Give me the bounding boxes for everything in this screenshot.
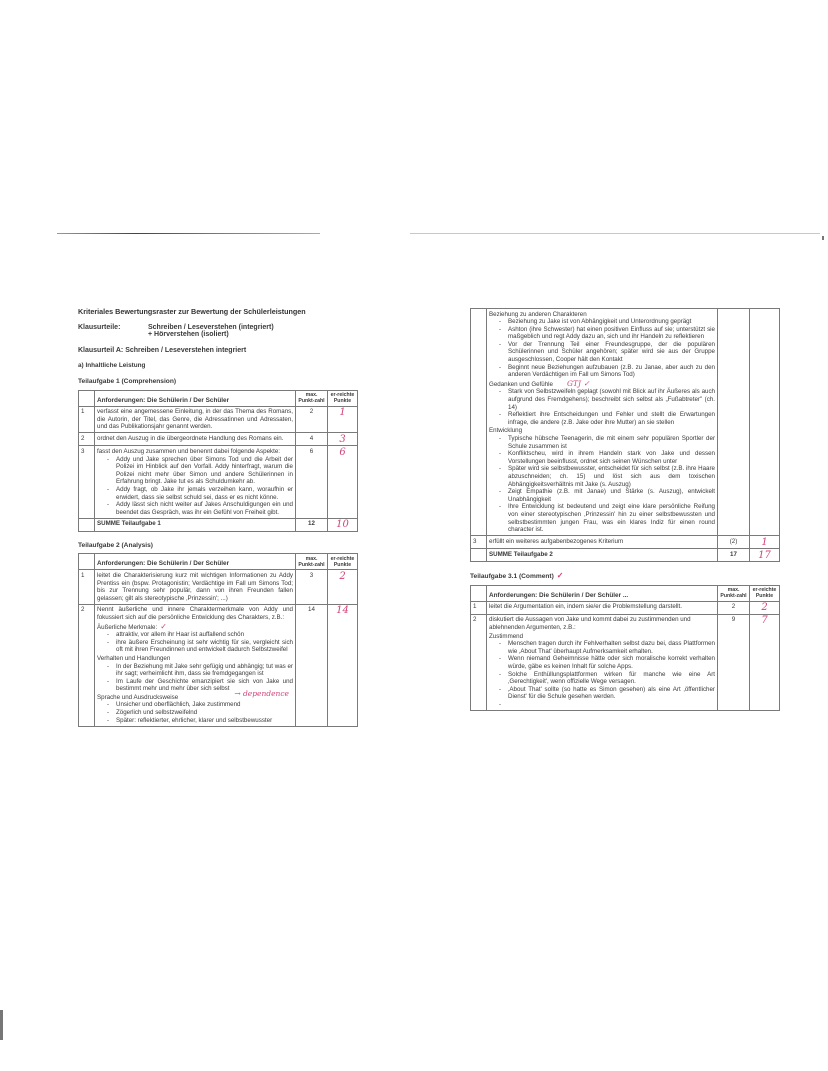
list-item: - Ashton (ihre Schwester) hat einen positiven Einfluss auf sie; unterstützt sie maßgeblich und regt Addy dazu an, sich und ihr Handeln zu reflektieren	[499, 326, 715, 341]
sum-max-points: 17	[718, 549, 750, 562]
table-row	[471, 309, 780, 536]
handwritten-margin-note: → dependence	[234, 689, 289, 699]
list-item: - Addy und Jake sprechen über Simons Tod und die Arbeit der Polizei im Hinblick auf den Vorfall. Addy hinterfragt, warum die Polizei nicht mehr über Simon und andere Schülerinnen in Erfahrung bringt. Jake tut es als Schuldumkehr ab.	[107, 456, 293, 486]
header-requirements: Anforderungen: Die Schülerin / Der Schüler	[95, 390, 296, 406]
part-a-heading: Klausurteil A: Schreiben / Leseverstehen integriert	[78, 346, 247, 354]
requirement-text: diskutiert die Aussagen von Jake und kommt dabei zu zustimmenden und ablehnenden Argumenten, z.B.:	[489, 616, 691, 631]
list-item: - Im Laufe der Geschichte emanzipiert sie sich von Jake und bestimmt mehr und mehr über sich selbst	[107, 678, 293, 693]
header-blank	[79, 554, 95, 570]
list-item: - Menschen tragen durch ihr Fehlverhalten selbst dazu bei, dass Plattformen wie ‚About That' überhaupt Aufmerksamkeit erhalten.	[499, 640, 715, 655]
max-points: 9	[718, 614, 750, 710]
task2-title: Teilaufgabe 2 (Analysis)	[78, 541, 153, 549]
exam-part-2: + Hörverstehen (isoliert)	[148, 331, 229, 339]
table-row	[471, 601, 780, 614]
row-number: 2	[471, 614, 487, 710]
exam-part-1: Schreiben / Leseverstehen (integriert)	[148, 323, 274, 331]
section-heading: Beziehung zu anderen Charakteren	[489, 310, 587, 318]
scan-edge-mark	[0, 1010, 3, 1040]
table-row	[471, 536, 780, 549]
section-heading: Verhalten und Handlungen	[97, 654, 171, 662]
header-max-points: max. Punkt-zahl	[718, 585, 750, 601]
header-max-points: max. Punkt-zahl	[296, 390, 328, 406]
requirement-text: leitet die Argumentation ein, indem sie/er die Problemstellung darstellt.	[487, 601, 718, 614]
section-heading: Entwicklung	[489, 427, 523, 435]
achieved-points: 1	[750, 536, 780, 549]
achieved-points: 1	[328, 406, 358, 433]
list-item	[499, 701, 715, 709]
exam-parts	[78, 324, 358, 339]
list-item: - Später: reflektierter, ehrlicher, klarer und selbstbewusster	[107, 717, 293, 725]
scan-edge-mark	[822, 236, 824, 240]
table-row	[471, 614, 780, 710]
list-item: - Beginnt neue Beziehungen aufzubauen (z.B. zu Janae, aber auch zu den anderen Verdächtigen im Fall um Simons Tod)	[499, 364, 715, 379]
header-requirements: Anforderungen: Die Schülerin / Der Schüler	[95, 554, 296, 570]
list-item: - Solche Enthüllungsplattformen wirken für manche wie eine Art ‚Gerechtigkeit', wenn offizielle Wege versagen.	[499, 671, 715, 686]
list-item: - Addy fragt, ob Jake ihr jemals verzeihen kann, woraufhin er erwidert, dass sie selbst schuld sei, dass er es nicht könne.	[107, 486, 293, 501]
task2-table-continued	[470, 308, 780, 562]
section-heading: Äußerliche Merkmale: ✓	[97, 621, 167, 631]
requirement-text: Nennt äußerliche und innere Charaktermerkmale von Addy und fokussiert sich auf die persönliche Entwicklung des Charakters, z.B.:	[97, 606, 293, 621]
header-achieved-points: er-reichte Punkte	[328, 554, 358, 570]
max-points: 14	[296, 604, 328, 726]
task2-table	[78, 553, 358, 726]
max-points: 2	[718, 601, 750, 614]
list-item: - ‚About That' sollte (so hatte es Simon gesehen) als eine Art ‚öffentlicher Dienst' für die Schule gesehen werden.	[499, 686, 715, 701]
list-item: - attraktiv, vor allem ihr Haar ist auffallend schön	[107, 631, 293, 639]
row-number: 2	[79, 604, 95, 726]
row-number: 3	[79, 446, 95, 518]
section-heading: Gedanken und Gefühle GTJ ✓	[489, 378, 590, 388]
requirement-cell	[95, 446, 296, 518]
requirement-cell	[487, 614, 718, 710]
list-item: - Wenn niemand Geheimnisse hätte oder sich moralische korrekt verhalten würde, gäbe es keinen Inhalt für solche Apps.	[499, 655, 715, 670]
max-points: 6	[296, 446, 328, 518]
requirement-text: ordnet den Auszug in die übergeordnete Handlung des Romans ein.	[95, 433, 296, 446]
list-item: - Stark von Selbstzweifeln geplagt (sowohl mit Blick auf ihr Äußeres als auch aufgrund des Fremdgehens); beschreibt sich selbst als „Fußabtreter" (ch. 14)	[499, 388, 715, 411]
sum-max-points: 12	[296, 518, 328, 531]
list-item: - Ihre Entwicklung ist bedeutend und zeigt eine klare persönliche Reifung von einer stereotypischen ‚Prinzessin' hin zu einer selbstbewussten und selbstbestimmten jungen Frau, was ein klares Indiz für einen round character ist.	[499, 503, 715, 533]
requirement-text: leitet die Charakterisierung kurz mit wichtigen Informationen zu Addy Prentiss ein (bspw. Protagonistin; Verdächtige im Fall um Simons Tod; bis zur Trennung sehr populär, dann von ihren Freunden fallen gelassen; gilt als stereotypische ‚Prinzessin'; ...)	[95, 570, 296, 604]
check-mark-icon: ✓	[556, 571, 564, 581]
max-points: (2)	[718, 536, 750, 549]
requirement-cell	[95, 604, 296, 726]
section-heading: Sprache und Ausdrucksweise	[97, 693, 179, 701]
achieved-points: 2	[328, 570, 358, 604]
max-points: 3	[296, 570, 328, 604]
header-blank	[471, 585, 487, 601]
table-row	[79, 604, 358, 726]
list-item: - ihre äußere Erscheinung ist sehr wichtig für sie, vergleicht sich oft mit ihren Freundinnen und entwickelt dadurch Selbstzweifel	[107, 639, 293, 654]
list-item: - Zeigt Empathie (z.B. mit Janae) und Stärke (s. Auszug), entwickelt Unabhängigkeit	[499, 488, 715, 503]
scan-artifact-line	[410, 233, 820, 234]
max-points: 4	[296, 433, 328, 446]
header-requirements: Anforderungen: Die Schülerin / Der Schüler ...	[487, 585, 718, 601]
requirement-text: erfüllt ein weiteres aufgabenbezogenes Kriterium	[487, 536, 718, 549]
task31-title: Teilaufgabe 3.1 (Comment) ✓	[470, 571, 564, 581]
sum-row	[79, 518, 358, 531]
handwritten-note: GTJ ✓	[567, 378, 590, 388]
row-number: 2	[79, 433, 95, 446]
table-row	[79, 433, 358, 446]
check-mark-icon: ✓	[160, 621, 167, 631]
list-item: - Später wird sie selbstbewusster, entscheidet für sich selbst (z.B. ihre Haare abzuschneiden; ch. 15) und löst sich aus dem toxischen Abhängigkeitsverhältnis mit Jake (s. Auszug)	[499, 465, 715, 488]
task1-table	[78, 390, 358, 532]
exam-parts-label: Klausurteile:	[78, 323, 121, 331]
list-item: - Unsicher und oberflächlich, Jake zustimmend	[107, 701, 293, 709]
sum-achieved-points: 10	[328, 518, 358, 531]
list-item: - In der Beziehung mit Jake sehr gefügig und abhängig; tut was er ihr sagt; verheimlicht ihm, dass sie fremdgegangen ist	[107, 663, 293, 678]
table-row	[79, 570, 358, 604]
row-number: 1	[79, 406, 95, 433]
list-item: - Zögerlich und selbstzweifelnd	[107, 709, 293, 717]
aspect-list	[97, 456, 293, 517]
section-a-heading: a) Inhaltliche Leistung	[78, 362, 146, 370]
scan-artifact-line	[57, 233, 320, 234]
list-item: - Konfliktscheu, wird in ihrem Handeln stark von Jake und dessen Vorstellungen beeinflusst, ordnet sich seinen Wünschen unter	[499, 450, 715, 465]
sum-label: SUMME Teilaufgabe 1	[95, 518, 296, 531]
row-number: 1	[471, 601, 487, 614]
right-page	[470, 308, 780, 711]
task31-table	[470, 585, 780, 711]
list-item: - Reflektiert ihre Entscheidungen und Fehler und stellt die Erwartungen infrage, die andere (z.B. Jake oder ihre Mutter) an sie stellen	[499, 411, 715, 426]
list-item: - Vor der Trennung Teil einer Freundesgruppe, der die populären Schülerinnen und Schüler angehören; später wird sie aus der Gruppe ausgeschlossen, Cooper hält den Kontakt	[499, 341, 715, 364]
table-row	[79, 446, 358, 518]
list-item: - Addy lässt sich nicht weiter auf Jakes Anschuldigungen ein und beendet das Gespräch, was ihr ein Gefühl von Freiheit gibt.	[107, 501, 293, 516]
header-achieved-points: er-reichte Punkte	[328, 390, 358, 406]
document-title: Kriteriales Bewertungsraster zur Bewertung der Schülerleistungen	[78, 307, 306, 316]
header-blank	[79, 390, 95, 406]
achieved-points: 6	[328, 446, 358, 518]
task1-title: Teilaufgabe 1 (Comprehension)	[78, 377, 177, 385]
requirement-cell	[487, 309, 718, 536]
max-points: 2	[296, 406, 328, 433]
left-page	[78, 308, 358, 727]
table-row	[79, 406, 358, 433]
row-number: 1	[79, 570, 95, 604]
row-number: 3	[471, 536, 487, 549]
achieved-points: 7	[750, 614, 780, 710]
requirement-text: fasst den Auszug zusammen und benennt dabei folgende Aspekte:	[97, 447, 281, 455]
sum-label: SUMME Teilaufgabe 2	[487, 549, 718, 562]
list-item: - Typische hübsche Teenagerin, die mit einem sehr populären Sportler der Schule zusammen ist	[499, 435, 715, 450]
list-item: - Beziehung zu Jake ist von Abhängigkeit und Unterordnung geprägt	[499, 318, 715, 326]
sum-row	[471, 549, 780, 562]
section-heading: Zustimmend	[489, 632, 524, 640]
sum-achieved-points: 17	[750, 549, 780, 562]
header-achieved-points: er-reichte Punkte	[750, 585, 780, 601]
requirement-text: verfasst eine angemessene Einleitung, in der das Thema des Romans, die Autorin, der Titel, das Genre, die Adressatinnen und Adressaten, und das Publikationsjahr genannt werden.	[95, 406, 296, 433]
achieved-points: 3	[328, 433, 358, 446]
achieved-points: 14	[328, 604, 358, 726]
header-max-points: max. Punkt-zahl	[296, 554, 328, 570]
achieved-points: 2	[750, 601, 780, 614]
